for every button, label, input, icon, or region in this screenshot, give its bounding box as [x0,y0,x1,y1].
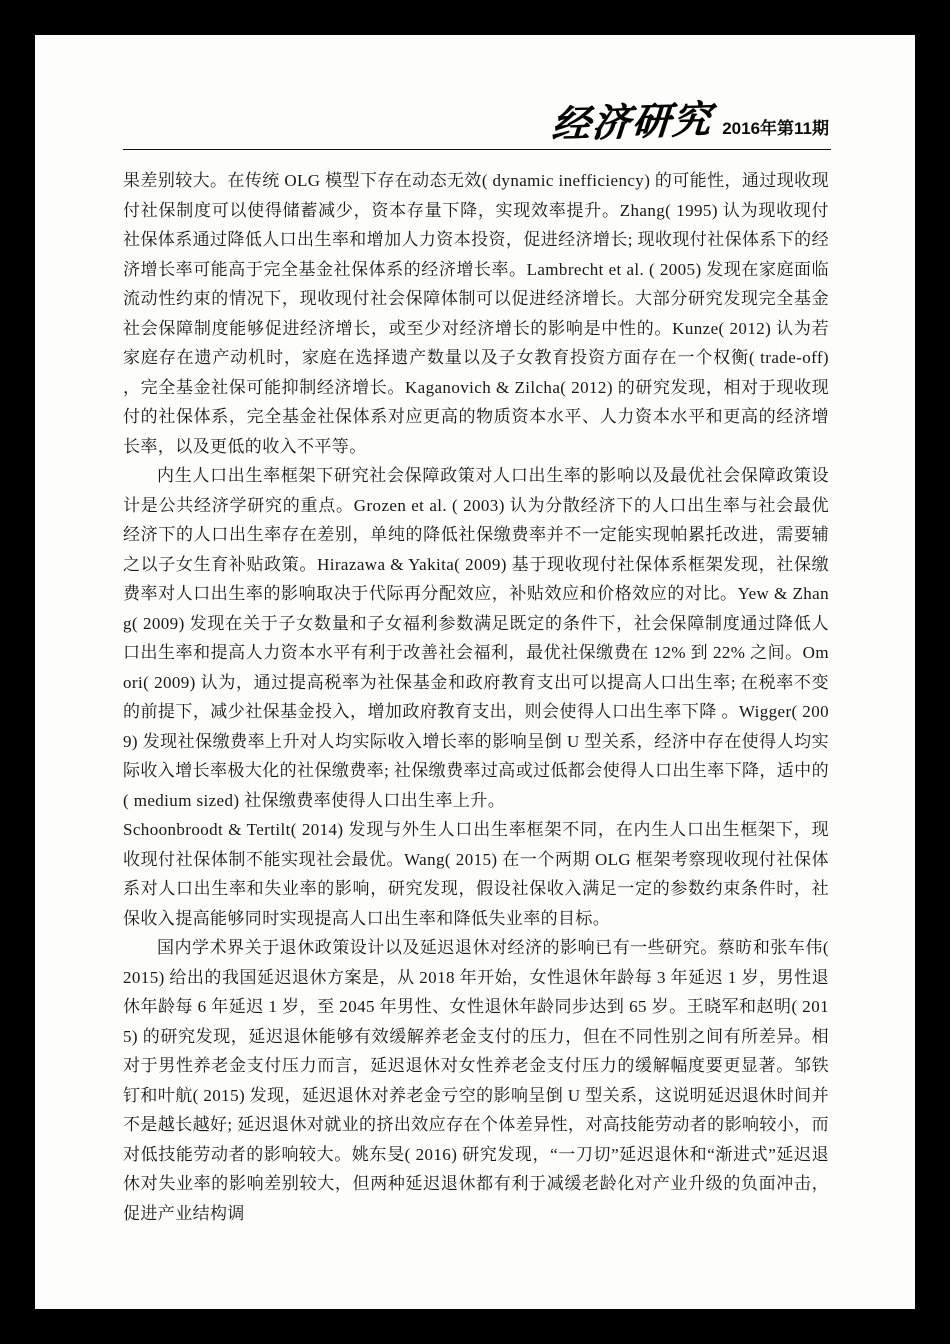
journal-issue-label: 2016年第11期 [722,119,829,138]
paragraph-fertility-framework: 内生人口出生率框架下研究社会保障政策对人口出生率的影响以及最优社会保障政策设计是公共经济学研究的重点。Grozen et al. ( 2003) 认为分散经济下的人口出生率与社会最优经济下的人口出生率存在差别，单纯的降低社保缴费率并不一定能实现帕累托改进，需要辅之以子女生育补贴政策。Hirazawa & Yakita( 2009) 基于现收现付社保体系框架发现，社保缴费率对人口出生率的影响取决于代际再分配效应，补贴效应和价格效应的对比。Yew & Zhang( 2009) 发现在关于子女数量和子女福利参数满足既定的条件下，社会保障制度通过降低人口出生率和提高人力资本水平有利于改善社会福利，最优社保缴费在 12% 到 22% 之间。Omori( 2009) 认为，通过提高税率为社保基金和政府教育支出可以提高人口出生率; 在税率不变的前提下，减少社保基金投入，增加政府教育支出，则会使得人口出生率下降 。Wigger( 2009) 发现社保缴费率上升对人均实际收入增长率的影响呈倒 U 型关系，经济中存在使得人均实际收入增长率极大化的社保缴费率; 社保缴费率过高或过低都会使得人口出生率下降，适中的 ( medium sized) 社保缴费率使得人口出生率上升。 [123,466,829,810]
paragraph-schoonbroodt-continuation: Schoonbroodt & Tertilt( 2014) 发现与外生人口出生率框架不同，在内生人口出生框架下，现收现付社保体制不能实现社会最优。Wang( 2015) 在一个两期 OLG 框架考察现收现付社保体系对人口出生率和失业率的影响，研究发现，假设社保收入满足一定的参数约束条件时，社保收入提高能够同时实现提高人口出生率和降低失业率的目标。 [123,820,829,928]
article-body [35,150,915,1228]
page-header [35,35,915,147]
paragraph-domestic-research: 国内学术界关于退休政策设计以及延迟退休对经济的影响已有一些研究。蔡昉和张车伟( 2015) 给出的我国延迟退休方案是，从 2018 年开始，女性退休年龄每 3 年延迟 1 岁，男性退休年龄每 6 年延迟 1 岁，至 2045 年男性、女性退休年龄同步达到 65 岁。王晓军和赵明( 2015) 的研究发现，延迟退休能够有效缓解养老金支付的压力，但在不同性别之间有所差异。相对于男性养老金支付压力而言，延迟退休对女性养老金支付压力的缓解幅度要更显著。邹铁钉和叶航( 2015) 发现，延迟退休对养老金亏空的影响呈倒 U 型关系，这说明延迟退休时间并不是越长越好; 延迟退休对就业的挤出效应存在个体差异性，对高技能劳动者的影响较小，而对低技能劳动者的影响较大。姚东旻( 2016) 研究发现，“一刀切”延迟退休和“渐进式”延迟退休对失业率的影响差别较大，但两种延迟退休都有利于减缓老龄化对产业升级的负面冲击，促进产业结构调 [123,938,829,1223]
journal-logo: 经济研究 [550,96,715,147]
paragraph-continuation: 果差别较大。在传统 OLG 模型下存在动态无效( dynamic inefficiency) 的可能性，通过现收现付社保制度可以使得储蓄减少，资本存量下降，实现效率提升。Zhang( 1995) 认为现收现付社保体系通过降低人口出生率和增加人力资本投资，促进经济增长; 现收现付社保体系下的经济增长率可能高于完全基金社保体系的经济增长率。Lambrecht et al. ( 2005) 发现在家庭面临流动性约束的情况下，现收现付社会保障体制可以促进经济增长。大部分研究发现完全基金社会保障制度能够促进经济增长，或至少对经济增长的影响是中性的。Kunze( 2012) 认为若家庭存在遗产动机时，家庭在选择遗产数量以及子女教育投资方面存在一个权衡( trade-off) ，完全基金社保可能抑制经济增长。Kaganovich & Zilcha( 2012) 的研究发现，相对于现收现付的社保体系，完全基金社保体系对应更高的物质资本水平、人力资本水平和更高的经济增长率，以及更低的收入不平等。 [123,171,829,456]
paper-page [35,35,915,1309]
